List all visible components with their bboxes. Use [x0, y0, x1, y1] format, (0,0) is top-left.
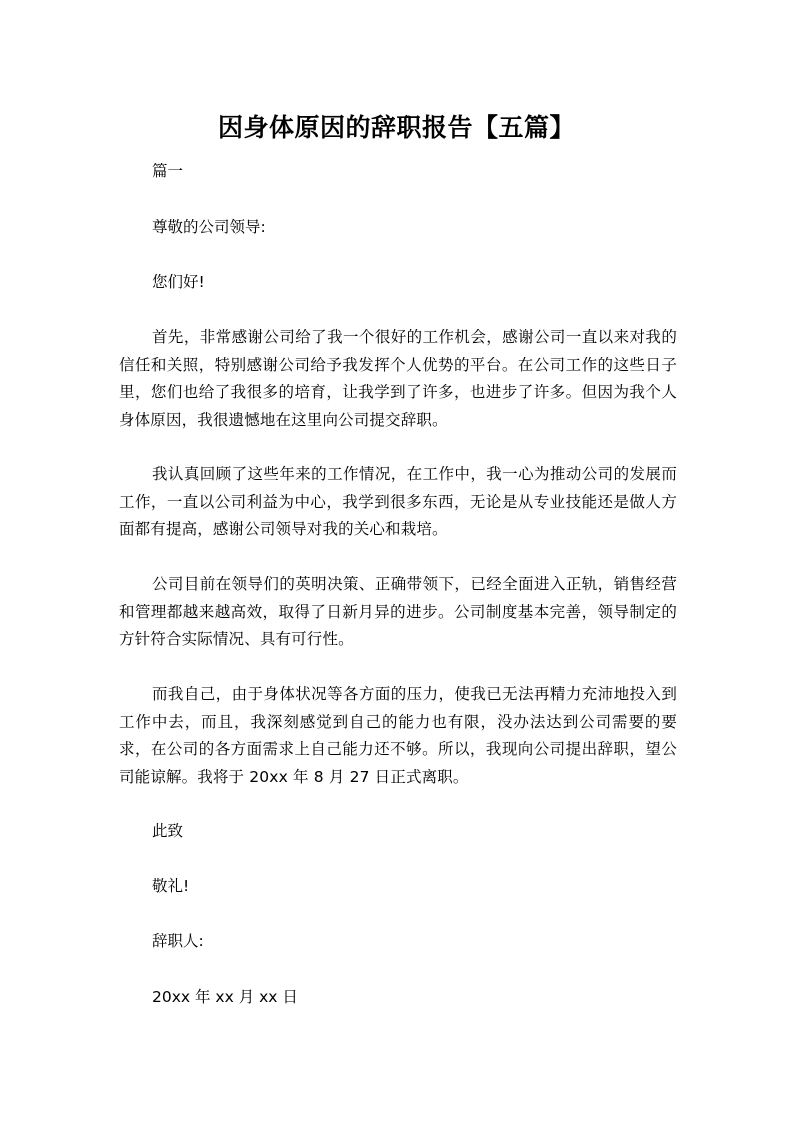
closing-line-2: 敬礼!	[152, 877, 190, 895]
paragraph-4: 而我自己，由于身体状况等各方面的压力，使我已无法再精力充沛地投入到工作中去，而且，我深刻感觉到自己的能力也有限，没办法达到公司需要的要求，在公司的各方面需求上自己能力还不够。所以，我现向公司提出辞职，望公司能谅解。我将于 20xx 年 8 月 27 日正式离职。	[119, 685, 677, 786]
closing-line-1: 此致	[152, 822, 184, 840]
paragraph-1: 首先，非常感谢公司给了我一个很好的工作机会，感谢公司一直以来对我的信任和关照，特别感谢公司给予我发挥个人优势的平台。在公司工作的这些日子里，您们也给了我很多的培育，让我学到了许多，也进步了许多。但因为我个人身体原因，我很遗憾地在这里向公司提交辞职。	[119, 328, 677, 429]
section-label: 篇一	[152, 162, 184, 180]
paragraph-3: 公司目前在领导们的英明决策、正确带领下，已经全面进入正轨，销售经营和管理都越来越高效，取得了日新月异的进步。公司制度基本完善，领导制定的方针符合实际情况、具有可行性。	[119, 575, 677, 648]
greeting: 您们好!	[152, 273, 205, 291]
document-title: 因身体原因的辞职报告【五篇】	[217, 113, 575, 142]
salutation: 尊敬的公司领导:	[152, 218, 266, 236]
signer-label: 辞职人:	[152, 932, 204, 950]
paragraph-2: 我认真回顾了这些年来的工作情况，在工作中，我一心为推动公司的发展而工作，一直以公司利益为中心，我学到很多东西，无论是从专业技能还是做人方面都有提高，感谢公司领导对我的关心和栽培。	[119, 465, 677, 538]
signature-date: 20xx 年 xx 月 xx 日	[152, 988, 298, 1006]
